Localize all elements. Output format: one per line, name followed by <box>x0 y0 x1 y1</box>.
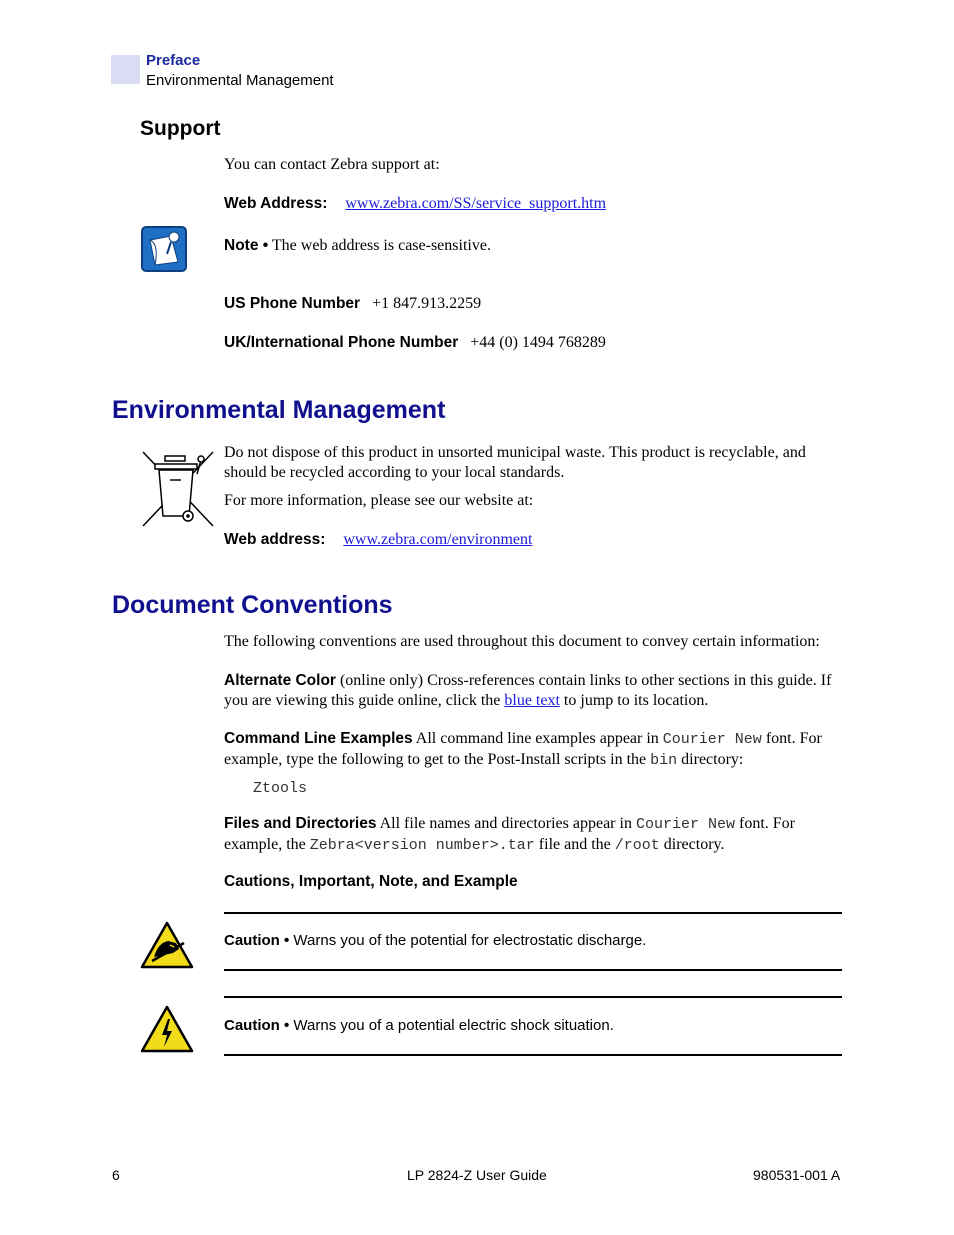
conventions-intro: The following conventions are used throughout this document to convey certain information: <box>224 633 820 650</box>
alternate-color-text-1: (online only) Cross-references contain links to other sections in this guide. If you are viewing this guide online, click the <box>224 672 832 709</box>
conventions-heading: Document Conventions <box>112 591 393 619</box>
uk-phone-label: UK/International Phone Number <box>224 334 459 351</box>
uk-phone-value: +44 (0) 1494 768289 <box>470 334 606 351</box>
command-line-bin: bin <box>650 752 678 769</box>
environmental-p2: For more information, please see our website at: <box>224 492 534 509</box>
support-heading: Support <box>140 117 221 140</box>
command-line-font-name: Courier New <box>662 731 762 748</box>
caution1-label: Caution • <box>224 932 290 949</box>
files-text-4: directory. <box>663 836 725 853</box>
header-subsection: Environmental Management <box>146 72 334 89</box>
environmental-web-line <box>224 530 532 550</box>
caution2-text: Warns you of a potential electric shock situation. <box>293 1017 614 1034</box>
caution2-bottom-rule <box>224 1054 842 1056</box>
caution2-top-rule <box>224 996 842 998</box>
files-label: Files and Directories <box>224 815 377 832</box>
support-intro: You can contact Zebra support at: <box>224 156 440 173</box>
support-web-line <box>224 194 606 214</box>
us-phone-value: +1 847.913.2259 <box>372 295 482 312</box>
files-text-3: file and the <box>538 836 611 853</box>
us-phone-label: US Phone Number <box>224 295 361 312</box>
note-line <box>224 236 491 256</box>
command-line-paragraph <box>224 729 842 771</box>
environmental-heading: Environmental Management <box>112 396 446 424</box>
files-filename: Zebra<version number>.tar <box>309 837 535 854</box>
wheelie-bin-crossed-icon <box>141 450 217 528</box>
environmental-web-label: Web address: <box>224 531 326 548</box>
caution1-bottom-rule <box>224 969 842 971</box>
caution1-top-rule <box>224 912 842 914</box>
files-directory: /root <box>614 837 660 854</box>
caution2-line <box>224 1017 614 1034</box>
environmental-web-link[interactable]: www.zebra.com/environment <box>343 531 533 548</box>
header-section: Preface <box>146 52 201 69</box>
caution1-text: Warns you of the potential for electrostatic discharge. <box>293 932 647 949</box>
us-phone-line <box>224 294 481 314</box>
alternate-color-label: Alternate Color <box>224 672 336 689</box>
command-line-text-2: font. For example, type the following to get to the Post-Install scripts in the <box>224 730 822 768</box>
support-web-label: Web Address: <box>224 195 328 212</box>
electric-shock-warning-icon <box>140 1005 194 1053</box>
blue-text-link[interactable]: blue text <box>504 692 560 709</box>
files-text-1: All file names and directories appear in <box>379 815 632 832</box>
note-label: Note • <box>224 237 269 254</box>
command-line-label: Command Line Examples <box>224 730 413 747</box>
command-line-text-1: All command line examples appear in <box>415 730 659 747</box>
caution2-label: Caution • <box>224 1017 290 1034</box>
note-icon <box>141 226 187 272</box>
footer-title: LP 2824-Z User Guide <box>407 1167 547 1183</box>
note-text: The web address is case-sensitive. <box>271 237 491 254</box>
files-paragraph <box>224 814 842 856</box>
support-web-link[interactable]: www.zebra.com/SS/service_support.htm <box>345 195 607 212</box>
files-text-2: font. For example, the <box>224 815 795 853</box>
command-line-example: Ztools <box>253 780 308 797</box>
alternate-color-paragraph <box>224 671 842 711</box>
esd-warning-icon <box>140 921 194 969</box>
cautions-heading: Cautions, Important, Note, and Example <box>224 873 518 890</box>
environmental-p1: Do not dispose of this product in unsorted municipal waste. This product is recyclable, and should be recycled according to your local standards. <box>224 444 806 481</box>
header-marker <box>111 55 140 84</box>
files-font-name: Courier New <box>635 816 735 833</box>
command-line-text-3: directory: <box>681 751 744 768</box>
uk-phone-line <box>224 333 606 353</box>
alternate-color-text-2: to jump to its location. <box>563 692 709 709</box>
footer-page-number: 6 <box>112 1167 120 1183</box>
caution1-line <box>224 932 646 949</box>
footer-doc-number: 980531-001 A <box>753 1167 841 1183</box>
